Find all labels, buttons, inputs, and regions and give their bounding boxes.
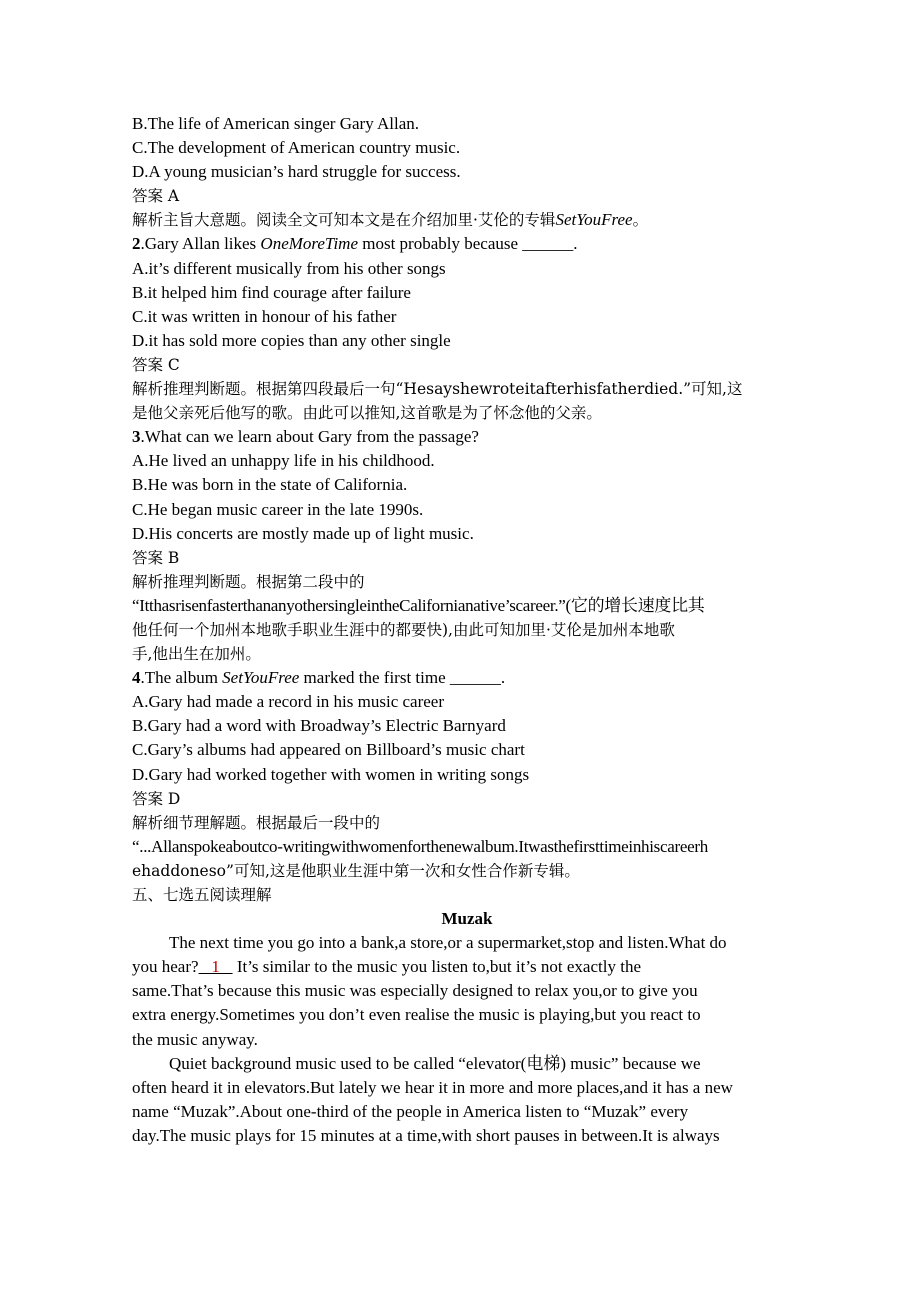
analysis-text: 解析主旨大意题。阅读全文可知本文是在介绍加里·艾伦的专辑: [132, 211, 556, 230]
question-number: 4: [132, 668, 141, 688]
blank-1: 1: [198, 957, 233, 977]
q1-option-c: C.The development of American country music.: [132, 138, 461, 158]
q3-analysis: 他任何一个加州本地歌手职业生涯中的都要快),由此可知加里·艾伦是加州本地歌: [132, 620, 675, 639]
q4-option-b: B.Gary had a word with Broadway’s Electric Barnyard: [132, 716, 506, 736]
q2-option-b: B.it helped him find courage after failure: [132, 282, 411, 302]
q3-stem: [132, 425, 802, 449]
stem-text: .The album: [140, 668, 223, 688]
analysis-end: 。: [632, 211, 649, 230]
q1-option-d: D.A young musician’s hard struggle for success.: [132, 162, 461, 182]
q4-option-a: A.Gary had made a record in his music career: [132, 692, 445, 712]
q4-stem: [132, 666, 802, 690]
stem-text: marked the first time ______.: [299, 668, 506, 688]
section-title: 五、七选五阅读理解: [132, 886, 272, 904]
q3-option-c: C.He began music career in the late 1990s.: [132, 499, 424, 519]
passage-line: Quiet background music used to be called “elevator(电梯) music” because we: [169, 1053, 701, 1073]
q3-analysis: 手,他出生在加州。: [132, 645, 261, 664]
q4-analysis: ehaddoneso”可知,这是他职业生涯中第一次和女性合作新专辑。: [132, 861, 580, 880]
passage-title: Muzak: [441, 909, 493, 929]
song-title: OneMoreTime: [260, 234, 358, 254]
q4-option-c: C.Gary’s albums had appeared on Billboard’s music chart: [132, 740, 525, 760]
passage-text: It’s similar to the music you listen to,but it’s not exactly the: [232, 957, 641, 977]
passage-text: you hear?: [132, 957, 199, 977]
q1-analysis: [132, 208, 802, 232]
album-title: SetYouFree: [555, 210, 633, 230]
album-title: SetYouFree: [222, 668, 300, 688]
stem-text: .What can we learn about Gary from the passage?: [140, 427, 479, 447]
passage-line: extra energy.Sometimes you don’t even realise the music is playing,but you react to: [132, 1005, 701, 1025]
q3-option-d: D.His concerts are mostly made up of light music.: [132, 523, 474, 543]
question-number: 3: [132, 427, 141, 447]
q2-analysis: 是他父亲死后他写的歌。由此可以推知,这首歌是为了怀念他的父亲。: [132, 404, 602, 423]
stem-text: .Gary Allan likes: [140, 234, 261, 254]
q3-analysis: 解析推理判断题。根据第二段中的: [132, 572, 365, 591]
q2-option-c: C.it was written in honour of his father: [132, 306, 397, 326]
q4-answer: 答案 D: [132, 789, 181, 808]
q4-analysis: 解析细节理解题。根据最后一段中的: [132, 813, 381, 832]
question-number: 2: [132, 234, 141, 254]
q2-answer: 答案 C: [132, 355, 180, 374]
q2-stem: [132, 232, 802, 256]
q2-option-d: D.it has sold more copies than any other single: [132, 330, 451, 350]
passage-line: name “Muzak”.About one-third of the people in America listen to “Muzak” every: [132, 1101, 689, 1121]
q1-answer: 答案 A: [132, 187, 180, 206]
q1-option-b: B.The life of American singer Gary Allan.: [132, 114, 420, 133]
q2-analysis: 解析推理判断题。根据第四段最后一句“Hesayshewroteitafterhisfatherdied.”可知,这: [132, 380, 743, 399]
q4-analysis: “...Allanspokeaboutco-writingwithwomenforthenewalbum.Itwasthefirsttimeinhiscareerh: [132, 836, 708, 856]
passage-line: often heard it in elevators.But lately we hear it in more and more places,and it has a new: [132, 1077, 733, 1097]
q4-option-d: D.Gary had worked together with women in writing songs: [132, 764, 530, 784]
passage-line: The next time you go into a bank,a store,or a supermarket,stop and listen.What do: [169, 933, 727, 953]
q3-analysis: “ItthasrisenfasterthananyothersingleintheCalifornianative’scareer.”(它的增长速度比其: [132, 595, 705, 615]
passage-line: day.The music plays for 15 minutes at a time,with short pauses in between.It is always: [132, 1125, 720, 1145]
passage-line: [132, 955, 802, 979]
q2-option-a: A.it’s different musically from his other songs: [132, 258, 446, 278]
passage-line: the music anyway.: [132, 1029, 258, 1049]
passage-line: same.That’s because this music was especially designed to relax you,or to give you: [132, 981, 698, 1001]
q3-answer: 答案 B: [132, 548, 180, 567]
q3-option-a: A.He lived an unhappy life in his childhood.: [132, 451, 435, 471]
document-page: [132, 112, 802, 1148]
q3-option-b: B.He was born in the state of California.: [132, 475, 408, 495]
stem-text: most probably because ______.: [358, 234, 578, 254]
